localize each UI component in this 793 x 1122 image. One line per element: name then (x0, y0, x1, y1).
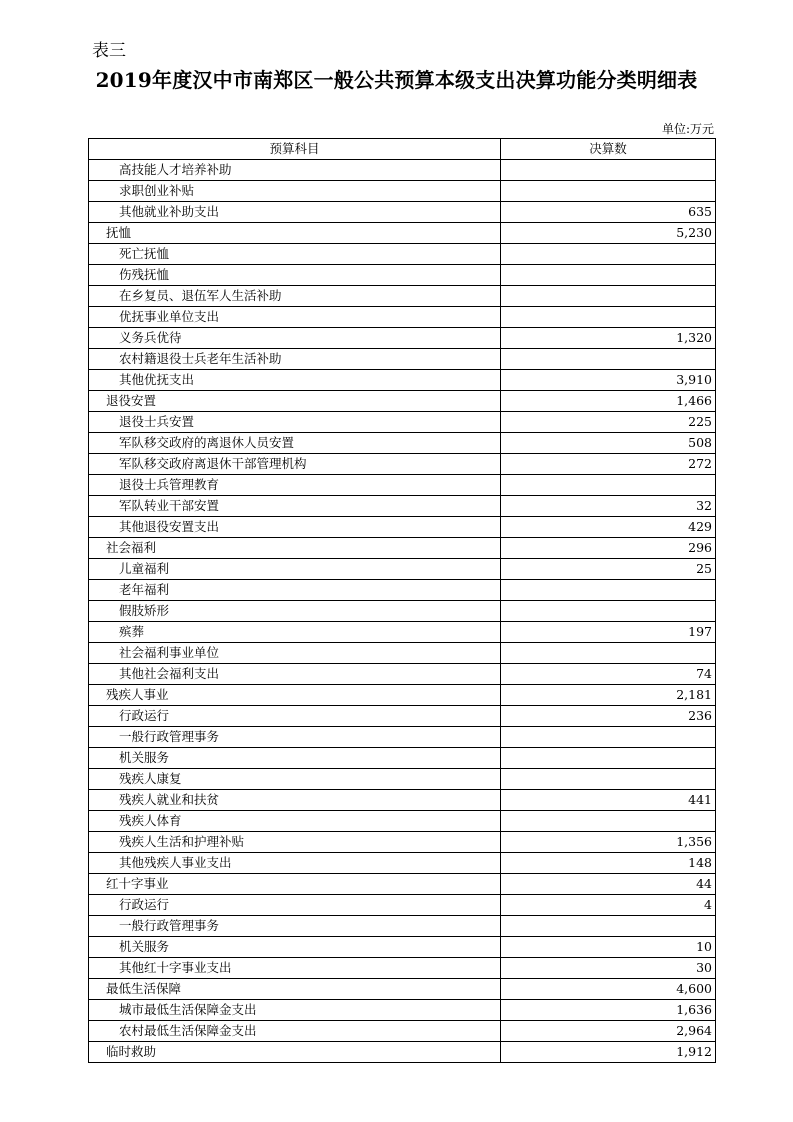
row-subject: 农村籍退役士兵老年生活补助 (89, 349, 501, 370)
row-subject: 死亡抚恤 (89, 244, 501, 265)
row-subject: 其他社会福利支出 (89, 664, 501, 685)
table-row (89, 895, 716, 916)
row-subject: 军队移交政府的离退休人员安置 (89, 433, 501, 454)
row-subject: 义务兵优待 (89, 328, 501, 349)
table-row (89, 580, 716, 601)
row-amount: 225 (501, 412, 716, 433)
row-amount: 635 (501, 202, 716, 223)
table-row (89, 601, 716, 622)
row-amount: 508 (501, 433, 716, 454)
row-amount: 44 (501, 874, 716, 895)
row-amount: 197 (501, 622, 716, 643)
row-amount: 4,600 (501, 979, 716, 1000)
table-row (89, 475, 716, 496)
table-body (89, 160, 716, 1063)
table-row (89, 1021, 716, 1042)
table-row (89, 643, 716, 664)
row-subject: 残疾人生活和护理补贴 (89, 832, 501, 853)
row-amount (501, 286, 716, 307)
row-amount (501, 748, 716, 769)
row-amount: 2,181 (501, 685, 716, 706)
table-row (89, 160, 716, 181)
table-row (89, 286, 716, 307)
row-subject: 最低生活保障 (89, 979, 501, 1000)
row-subject: 求职创业补贴 (89, 181, 501, 202)
row-subject: 残疾人事业 (89, 685, 501, 706)
row-subject: 高技能人才培养补助 (89, 160, 501, 181)
row-subject: 残疾人就业和扶贫 (89, 790, 501, 811)
row-amount: 3,910 (501, 370, 716, 391)
table-row (89, 685, 716, 706)
table-row (89, 517, 716, 538)
row-amount (501, 916, 716, 937)
row-amount: 1,636 (501, 1000, 716, 1021)
row-amount: 74 (501, 664, 716, 685)
table-row (89, 244, 716, 265)
table-row (89, 916, 716, 937)
row-amount: 1,356 (501, 832, 716, 853)
row-amount: 4 (501, 895, 716, 916)
table-row (89, 307, 716, 328)
table-row (89, 1000, 716, 1021)
table-row (89, 853, 716, 874)
table-row (89, 223, 716, 244)
header-row (89, 139, 716, 160)
row-subject: 退役士兵管理教育 (89, 475, 501, 496)
row-subject: 机关服务 (89, 937, 501, 958)
row-subject: 军队转业干部安置 (89, 496, 501, 517)
table-row (89, 538, 716, 559)
table-row (89, 979, 716, 1000)
row-subject: 其他退役安置支出 (89, 517, 501, 538)
row-subject: 军队移交政府离退休干部管理机构 (89, 454, 501, 475)
column-header-subject: 预算科目 (89, 139, 501, 160)
table-row (89, 622, 716, 643)
table-row (89, 454, 716, 475)
table-row (89, 202, 716, 223)
table-row (89, 790, 716, 811)
row-amount (501, 643, 716, 664)
row-subject: 其他红十字事业支出 (89, 958, 501, 979)
expenditure-table (88, 138, 716, 1063)
table-row (89, 265, 716, 286)
row-amount (501, 181, 716, 202)
row-amount: 429 (501, 517, 716, 538)
row-amount (501, 811, 716, 832)
row-amount (501, 244, 716, 265)
row-amount: 25 (501, 559, 716, 580)
row-subject: 退役安置 (89, 391, 501, 412)
row-amount: 148 (501, 853, 716, 874)
row-subject: 残疾人体育 (89, 811, 501, 832)
row-amount: 441 (501, 790, 716, 811)
table-row (89, 769, 716, 790)
row-subject: 行政运行 (89, 895, 501, 916)
row-subject: 临时救助 (89, 1042, 501, 1063)
row-subject: 农村最低生活保障金支出 (89, 1021, 501, 1042)
row-subject: 在乡复员、退伍军人生活补助 (89, 286, 501, 307)
row-subject: 抚恤 (89, 223, 501, 244)
row-amount: 1,466 (501, 391, 716, 412)
row-amount: 32 (501, 496, 716, 517)
row-subject: 残疾人康复 (89, 769, 501, 790)
table-row (89, 559, 716, 580)
row-subject: 社会福利 (89, 538, 501, 559)
table-row (89, 328, 716, 349)
row-amount: 10 (501, 937, 716, 958)
row-subject: 其他优抚支出 (89, 370, 501, 391)
row-subject: 社会福利事业单位 (89, 643, 501, 664)
row-amount (501, 769, 716, 790)
row-subject: 伤残抚恤 (89, 265, 501, 286)
row-amount: 30 (501, 958, 716, 979)
table-row (89, 1042, 716, 1063)
table-row (89, 181, 716, 202)
row-amount (501, 580, 716, 601)
row-subject: 一般行政管理事务 (89, 916, 501, 937)
row-amount (501, 349, 716, 370)
row-subject: 退役士兵安置 (89, 412, 501, 433)
row-subject: 城市最低生活保障金支出 (89, 1000, 501, 1021)
row-subject: 儿童福利 (89, 559, 501, 580)
row-amount (501, 601, 716, 622)
row-subject: 机关服务 (89, 748, 501, 769)
table-row (89, 664, 716, 685)
row-amount: 296 (501, 538, 716, 559)
row-subject: 红十字事业 (89, 874, 501, 895)
table-row (89, 370, 716, 391)
table-label: 表三 (92, 41, 126, 61)
row-subject: 其他就业补助支出 (89, 202, 501, 223)
table-row (89, 832, 716, 853)
unit-label: 单位:万元 (661, 122, 714, 136)
table-row (89, 391, 716, 412)
table-row (89, 706, 716, 727)
table-row (89, 727, 716, 748)
column-header-amount: 决算数 (501, 139, 716, 160)
row-amount: 1,912 (501, 1042, 716, 1063)
row-amount (501, 160, 716, 181)
table-row (89, 412, 716, 433)
table-row (89, 496, 716, 517)
page-title: 2019年度汉中市南郑区一般公共预算本级支出决算功能分类明细表 (95, 68, 698, 92)
row-amount: 2,964 (501, 1021, 716, 1042)
table-row (89, 937, 716, 958)
table-row (89, 811, 716, 832)
row-amount (501, 727, 716, 748)
table-header (89, 139, 716, 160)
row-subject: 行政运行 (89, 706, 501, 727)
row-subject: 其他残疾人事业支出 (89, 853, 501, 874)
row-amount: 1,320 (501, 328, 716, 349)
row-subject: 一般行政管理事务 (89, 727, 501, 748)
table-row (89, 349, 716, 370)
table-row (89, 433, 716, 454)
table-row (89, 874, 716, 895)
row-amount: 236 (501, 706, 716, 727)
row-amount: 272 (501, 454, 716, 475)
row-amount (501, 265, 716, 286)
table-row (89, 958, 716, 979)
table-row (89, 748, 716, 769)
row-subject: 假肢矫形 (89, 601, 501, 622)
row-amount (501, 307, 716, 328)
row-subject: 殡葬 (89, 622, 501, 643)
row-subject: 老年福利 (89, 580, 501, 601)
row-amount: 5,230 (501, 223, 716, 244)
row-amount (501, 475, 716, 496)
row-subject: 优抚事业单位支出 (89, 307, 501, 328)
